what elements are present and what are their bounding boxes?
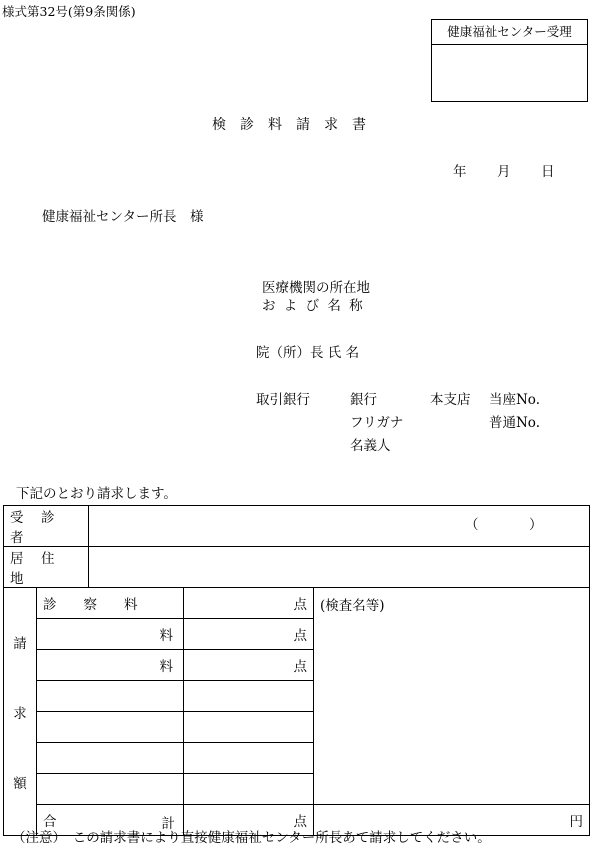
furigana-label: フリガナ	[350, 415, 404, 431]
document-title: 検診料請求書	[212, 117, 380, 133]
fee-label-2[interactable]: 料	[37, 650, 184, 681]
fee-points-2[interactable]: 点	[184, 650, 314, 681]
claim-char-2: 求	[13, 705, 27, 722]
blank-item-1[interactable]	[37, 681, 184, 712]
consultation-points[interactable]: 点	[184, 588, 314, 619]
address-row	[4, 547, 590, 588]
total-yen[interactable]: 円	[314, 805, 590, 836]
location-label: 医療機関の所在地	[262, 280, 370, 296]
claim-row-1	[4, 588, 590, 619]
date-day: 日	[541, 164, 555, 180]
bank-label: 取引銀行	[256, 392, 310, 408]
request-notice: 下記のとおり請求します。	[16, 486, 177, 502]
blank-points-3[interactable]	[184, 743, 314, 774]
exam-names-label: (検査名等)	[320, 598, 385, 614]
fee-points-1[interactable]: 点	[184, 619, 314, 650]
examinee-field[interactable]	[89, 506, 590, 547]
address-label: 居 住 地	[4, 547, 89, 588]
director-name-label: 院（所）長 氏 名	[256, 345, 360, 361]
paren-open: （	[465, 517, 479, 533]
blank-points-1[interactable]	[184, 681, 314, 712]
addressee: 健康福祉センター所長 様	[42, 209, 204, 225]
examinee-label: 受 診 者	[4, 506, 89, 547]
receipt-label: 健康福祉センター受理	[432, 20, 587, 45]
bank-name-label: 銀行	[350, 392, 377, 408]
exam-names-field[interactable]	[314, 588, 590, 805]
paren-close: ）	[529, 517, 543, 533]
claim-amount-label	[4, 588, 37, 836]
branch-label: 本支店	[430, 392, 471, 408]
blank-item-2[interactable]	[37, 712, 184, 743]
receipt-stamp-box	[431, 19, 588, 102]
consultation-fee-label: 診 察 料	[37, 588, 184, 619]
blank-item-3[interactable]	[37, 743, 184, 774]
account-holder-label: 名義人	[350, 438, 391, 454]
claim-char-1: 請	[13, 635, 27, 652]
footer-note: （注意） この請求書により直接健康福祉センター所長あて請求してください。	[12, 830, 491, 846]
blank-item-4[interactable]	[37, 774, 184, 805]
claim-char-3: 額	[13, 775, 27, 792]
date-month: 月	[497, 164, 511, 180]
name-label: お よ び 名 称	[262, 298, 365, 314]
total-label-1: 合	[43, 814, 57, 830]
total-points[interactable]: 点	[184, 805, 314, 836]
examinee-row	[4, 506, 590, 547]
address-field[interactable]	[89, 547, 590, 588]
claim-table	[3, 505, 590, 836]
checking-account-label: 当座No.	[489, 392, 540, 408]
form-number: 様式第32号(第9条関係)	[2, 4, 136, 19]
savings-account-label: 普通No.	[489, 415, 540, 431]
total-label-2: 計	[161, 816, 175, 832]
fee-label-1[interactable]: 料	[37, 619, 184, 650]
date-year: 年	[453, 164, 467, 180]
blank-points-4[interactable]	[184, 774, 314, 805]
blank-points-2[interactable]	[184, 712, 314, 743]
